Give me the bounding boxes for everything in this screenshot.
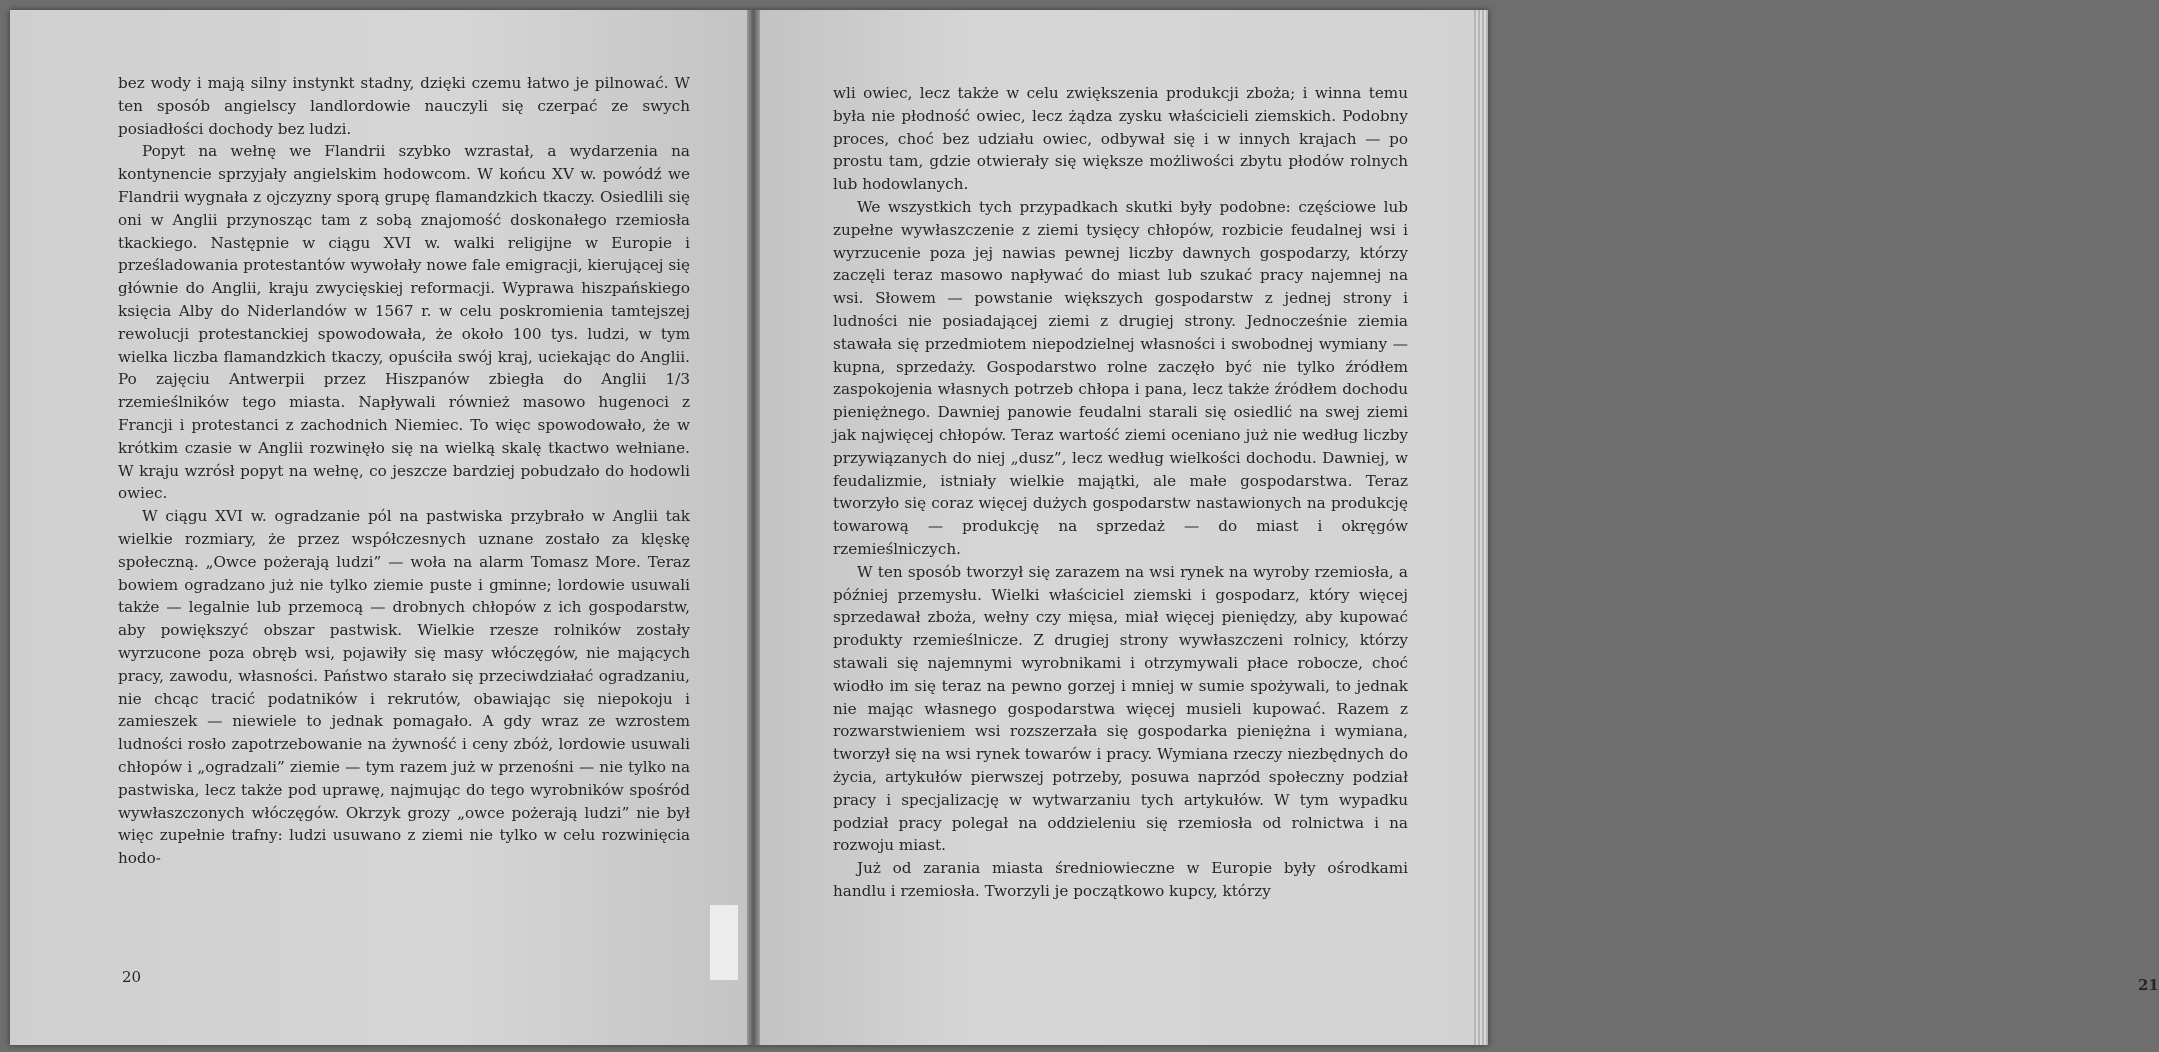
paper-strip — [710, 905, 738, 980]
paragraph: We wszystkich tych przypadkach skutki były podobne: częściowe lub zupełne wywłaszczenie z ziemi tysięcy chłopów, rozbicie feudalnej wsi i wyrzucenie poza jej nawias pewnej liczby dawnych gospodarzy, którzy zaczęli teraz masowo napływać do miast lub szukać pracy najemnej na wsi. Słowem — powstanie większych gospodarstw z jednej strony i ludności nie posiadającej ziemi z drugiej strony. Jednocześnie ziemia stawała się przedmiotem niepodzielnej własności i swobodnej wymiany — kupna, sprzedaży. Gospodarstwo rolne zaczęło być nie tylko źródłem zaspokojenia własnych potrzeb chłopa i pana, lecz także źródłem dochodu pieniężnego. Dawniej panowie feudalni starali się osiedlić na swej ziemi jak najwięcej chłopów. Teraz wartość ziemi oceniano już nie według liczby przywiązanych do niej „dusz”, lecz według wielkości dochodu. Dawniej, w feudalizmie, istniały wielkie majątki, ale małe gospodarstwa. Teraz tworzyło się coraz więcej dużych gospodarstw nastawionych na produkcję towarową — produkcję na sprzedaż — do miast i okręgów rzemieślniczych. — [833, 197, 1408, 558]
paragraph: bez wody i mają silny instynkt stadny, dzięki czemu łatwo je pilnować. W ten sposób angielscy landlordowie nauczyli się czerpać ze swych posiadłości dochody bez ludzi. — [118, 74, 690, 138]
page-edges — [1474, 10, 1488, 1045]
right-page-text — [833, 82, 1408, 903]
gutter — [747, 10, 760, 1045]
left-page — [10, 10, 747, 1045]
paragraph: Popyt na wełnę we Flandrii szybko wzrastał, a wydarzenia na kontynencie sprzyjały angielskim hodowcom. W końcu XV w. powódź we Flandrii wygnała z ojczyzny sporą grupę flamandzkich tkaczy. Osiedlili się oni w Anglii przynosząc tam z sobą znajomość doskonałego rzemiosła tkackiego. Następnie w ciągu XVI w. walki religijne w Europie i prześladowania protestantów wywołały nowe fale emigracji, kierującej się głównie do Anglii, kraju zwycięskiej reformacji. Wyprawa hiszpańskiego księcia Alby do Niderlandów w 1567 r. w celu poskromienia tamtejszej rewolucji protestanckiej spowodowała, że około 100 tys. ludzi, w tym wielka liczba flamandzkich tkaczy, opuściła swój kraj, uciekając do Anglii. Po zajęciu Antwerpii przez Hiszpanów zbiegła do Anglii 1/3 rzemieślników tego miasta. Napływali również masowo hugenoci z Francji i protestanci z zachodnich Niemiec. To więc spowodowało, że w krótkim czasie w Anglii rozwinęło się na wielką skalę tkactwo wełniane. W kraju wzrósł popyt na wełnę, co jeszcze bardziej pobudzało do hodowli owiec. — [118, 142, 690, 503]
book-spread — [10, 10, 2159, 1045]
page-number: 20 — [122, 968, 142, 986]
paragraph: wli owiec, lecz także w celu zwiększenia produkcji zboża; i winna temu była nie płodność owiec, lecz żądza zysku właścicieli ziemskich. Podobny proces, choć bez udziału owiec, odbywał się i w innych krajach — po prostu tam, gdzie otwierały się większe możliwości zbytu płodów rolnych lub hodowlanych. — [833, 84, 1408, 194]
page-number: 21 — [2138, 976, 2159, 994]
paragraph: Już od zarania miasta średniowieczne w Europie były ośrodkami handlu i rzemiosła. Tworzyli je początkowo kupcy, którzy — [833, 859, 1408, 900]
paragraph: W ciągu XVI w. ogradzanie pól na pastwiska przybrało w Anglii tak wielkie rozmiary, że przez współczesnych uznane zostało za klęskę społeczną. „Owce pożerają ludzi” — woła na alarm Tomasz More. Teraz bowiem ogradzano już nie tylko ziemie puste i gminne; lordowie usuwali także — legalnie lub przemocą — drobnych chłopów z ich gospodarstw, aby powiększyć obszar pastwisk. Wielkie rzesze rolników zostały wyrzucone poza obręb wsi, pojawiły się masy włóczęgów, nie mających pracy, zawodu, własności. Państwo starało się przeciwdziałać ogradzaniu, nie chcąc tracić podatników i rekrutów, obawiając się niepokoju i zamieszek — niewiele to jednak pomagało. A gdy wraz ze wzrostem ludności rosło zapotrzebowanie na żywność i ceny zbóż, lordowie usuwali chłopów i „ogradzali” ziemie — tym razem już w przenośni — nie tylko na pastwiska, lecz także pod uprawę, najmując do tego wyrobników spośród wywłaszczonych włóczęgów. Okrzyk grozy „owce pożerają ludzi” nie był więc zupełnie trafny: ludzi usuwano z ziemi nie tylko w celu rozwinięcia hodo- — [118, 507, 690, 868]
paragraph: W ten sposób tworzył się zarazem na wsi rynek na wyroby rzemiosła, a później przemysłu. Wielki właściciel ziemski i gospodarz, który więcej sprzedawał zboża, wełny czy mięsa, miał więcej pieniędzy, aby kupować produkty rzemieślnicze. Z drugiej strony wywłaszczeni rolnicy, którzy stawali się najemnymi wyrobnikami i otrzymywali płace robocze, choć wiodło im się teraz na pewno gorzej i mniej w sumie spożywali, to jednak nie mając własnego gospodarstwa więcej musieli kupować. Razem z rozwarstwieniem wsi rozszerzała się gospodarka pieniężna i wymiana, tworzył się na wsi rynek towarów i pracy. Wymiana rzeczy niezbędnych do życia, artykułów pierwszej potrzeby, posuwa naprzód społeczny podział pracy i specjalizację w wytwarzaniu tych artykułów. W tym wypadku podział pracy polegał na oddzieleniu się rzemiosła od rolnictwa i na rozwoju miast. — [833, 562, 1408, 855]
left-page-text — [118, 72, 690, 870]
